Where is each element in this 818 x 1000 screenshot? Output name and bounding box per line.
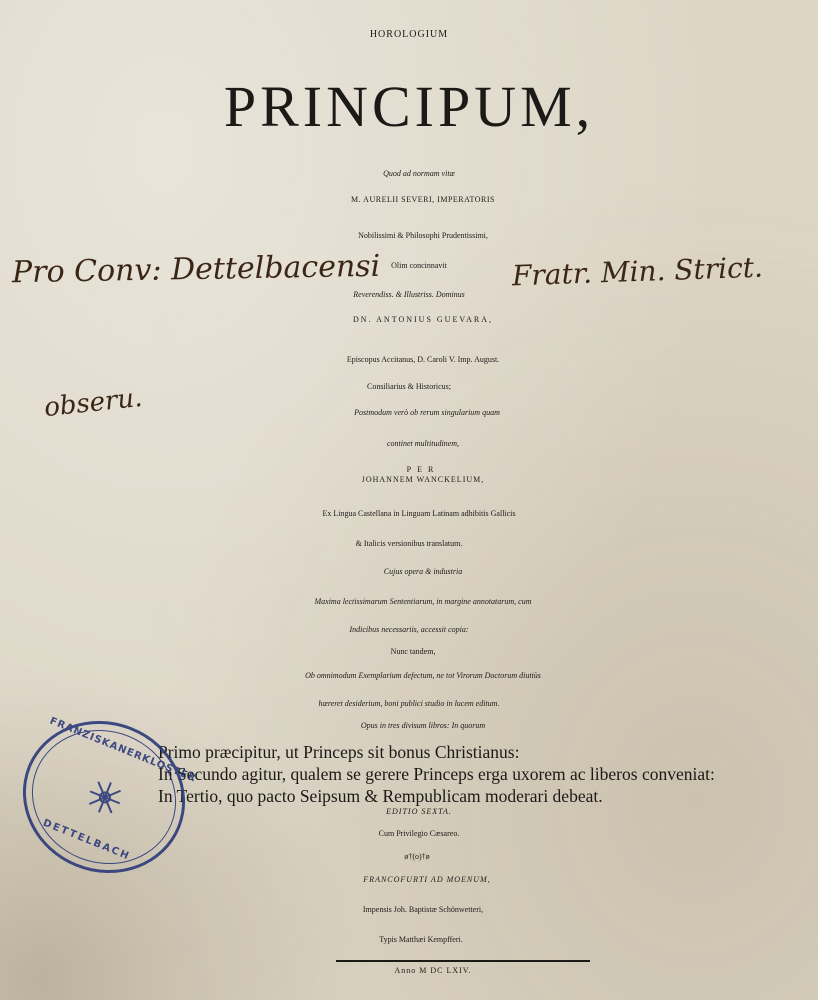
edition-line: EDITIO SEXTA. bbox=[386, 807, 452, 816]
translator-name: JOHANNEM WANCKELIUM, bbox=[361, 475, 485, 484]
epithet-line: Nobilissimi & Philosophi Prudentissimi, bbox=[358, 231, 488, 240]
translation-line-1: Ex Lingua Castellana in Linguam Latinam adhibitis Gallicis bbox=[322, 509, 516, 518]
subtitle-line: Quod ad normam vitæ bbox=[383, 169, 455, 178]
dominus-line: Reverendiss. & Illustriss. Dominus bbox=[353, 290, 465, 299]
multitudinem-line: continet multitudinem, bbox=[387, 439, 459, 448]
emperor-line: M. AURELII SEVERI, IMPERATORIS bbox=[351, 195, 495, 204]
title-line-2: PRINCIPUM, bbox=[223, 74, 595, 139]
indicibus-line: Indicibus necessariis, accessit copia: bbox=[349, 625, 469, 634]
per-line: PER bbox=[406, 465, 440, 474]
ornament: ø†(o)†ø bbox=[404, 852, 430, 861]
printer-line: Typis Matthæi Kempfferi. bbox=[379, 935, 463, 944]
author-role: Consiliarius & Historicus; bbox=[367, 382, 451, 391]
book-three-line: In Tertio, quo pacto Seipsum & Rempublicam moderari debeat. bbox=[158, 786, 603, 806]
opus-line: Opus in tres divisum libros: In quorum bbox=[360, 721, 486, 730]
divider-rule bbox=[336, 960, 590, 962]
author-title: Episcopus Accitanus, D. Caroli V. Imp. August. bbox=[346, 355, 500, 364]
title-line-1: HOROLOGIUM bbox=[369, 29, 449, 40]
translation-line-2: & Italicis versionibus translatum. bbox=[355, 539, 463, 548]
handwritten-note-3: obseru. bbox=[42, 382, 144, 424]
defectum-line: Ob omnimodum Exemplarium defectum, ne tot Virorum Doctorum diutiùs bbox=[305, 671, 541, 680]
handwritten-note-1: Pro Conv: Dettelbacensi bbox=[11, 248, 381, 291]
publisher-line: Impensis Joh. Baptistæ Schönwetteri, bbox=[362, 905, 484, 914]
privilege-line: Cum Privilegio Cæsareo. bbox=[378, 829, 460, 838]
nunc-tandem-line: Nunc tandem, bbox=[390, 647, 436, 656]
sententiarum-line: Maxima lectissimarum Sententiarum, in margine annotatarum, cum bbox=[314, 597, 532, 606]
postmodum-line: Postmodum verò ob rerum singularium quam bbox=[354, 408, 500, 417]
author-name: DN. ANTONIUS GUEVARA, bbox=[353, 315, 493, 324]
concinnavit-line: Olim concinnavit bbox=[391, 261, 447, 270]
stamp-top-text: FRANZISKANERKLOSTER bbox=[48, 715, 198, 785]
industria-line: Cujus opera & industria bbox=[383, 567, 463, 576]
stamp-bottom-text: DETTELBACH bbox=[41, 817, 132, 863]
book-two-line: In Secundo agitur, qualem se gerere Princeps erga uxorem ac liberos conveniat: bbox=[158, 764, 715, 784]
desiderium-line: hæreret desiderium, boni publici studio in lucem editum. bbox=[318, 699, 500, 708]
handwritten-note-2: Fratr. Min. Strict. bbox=[511, 250, 764, 293]
book-one-line: Primo præcipitur, ut Princeps sit bonus Christianus: bbox=[158, 742, 520, 762]
year-line: Anno M DC LXIV. bbox=[394, 966, 472, 975]
place-line: FRANCOFURTI AD MOENUM, bbox=[363, 875, 491, 884]
